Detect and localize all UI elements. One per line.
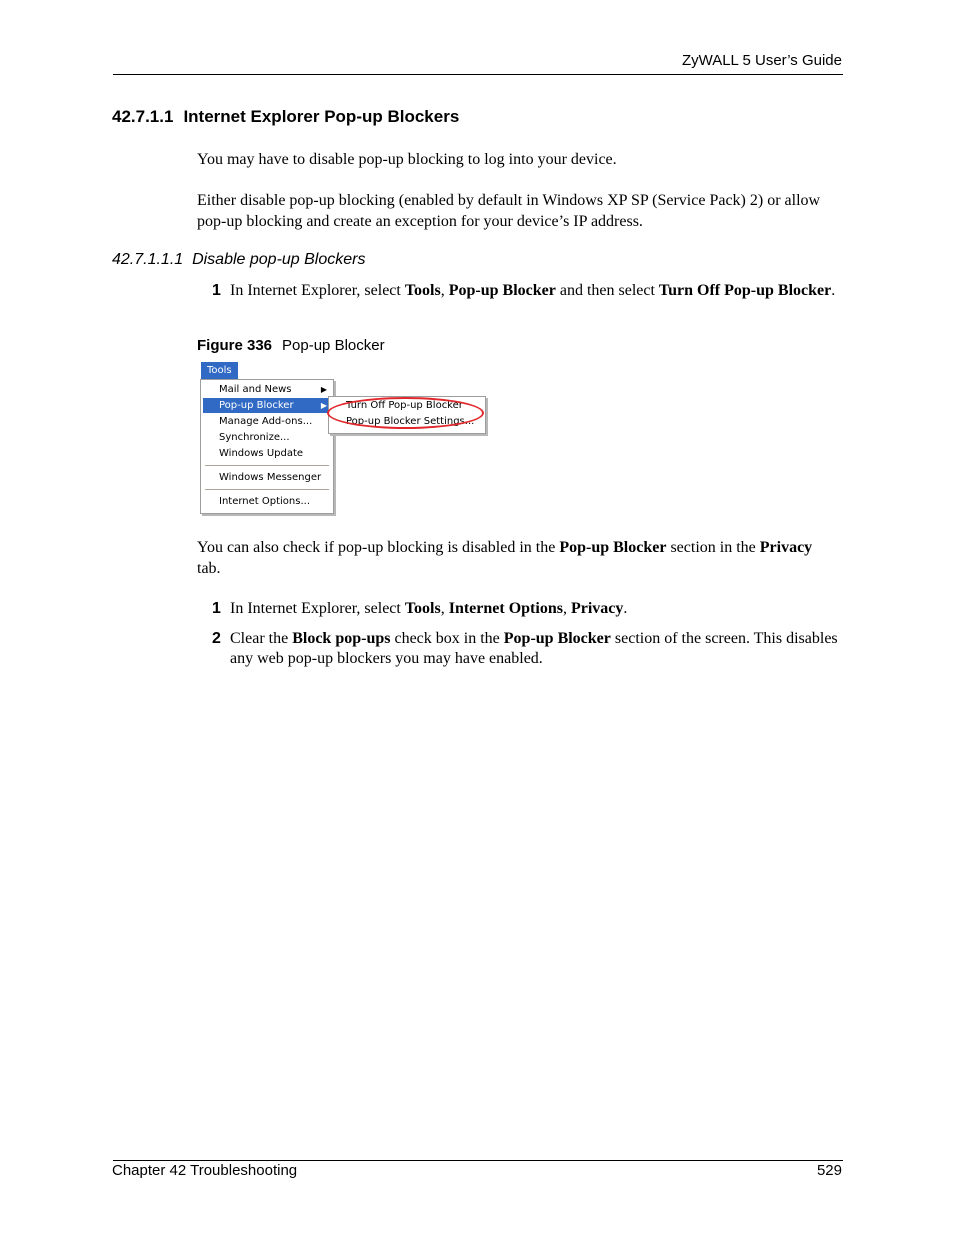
submenu-arrow-icon: ▶ — [320, 401, 327, 410]
highlight-ellipse — [327, 397, 484, 429]
footer-chapter: Chapter 42 Troubleshooting — [112, 1162, 298, 1179]
submenu-item-turn-off-popup-blocker[interactable]: Turn Off Pop-up Blocker — [346, 400, 463, 411]
intro-paragraph-1: You may have to disable pop-up blocking to log into your device. — [197, 151, 617, 168]
figure-caption — [197, 337, 385, 354]
menu-separator — [205, 489, 329, 490]
menu-item-synchronize[interactable]: Synchronize... — [219, 432, 290, 443]
tools-dropdown-menu — [200, 379, 334, 514]
menu-item-manage-addons[interactable]: Manage Add-ons... — [219, 416, 313, 427]
step-number: 1 — [212, 282, 221, 299]
submenu-arrow-icon: ▶ — [320, 385, 327, 394]
step-text: In Internet Explorer, select Tools, Internet Options, Privacy. — [230, 600, 628, 617]
section-number: 42.7.1.1 — [112, 107, 174, 126]
figure-label: Figure 336 — [197, 337, 273, 354]
step-number: 1 — [212, 600, 221, 617]
menu-item-windows-messenger[interactable]: Windows Messenger — [219, 472, 322, 483]
tools-menu-tab[interactable]: Tools — [201, 362, 238, 379]
footer-page-number: 529 — [816, 1162, 842, 1179]
subsection-heading — [112, 251, 365, 269]
menu-separator — [205, 465, 329, 466]
menu-item-mail-and-news[interactable]: Mail and News ▶ — [219, 384, 327, 395]
step-text: Clear the Block pop-ups check box in the Pop-up Blocker section of the screen. This disables any web pop-up blockers you may have enabled. — [230, 630, 838, 667]
figure-title: Pop-up Blocker — [282, 337, 385, 354]
guide-title: ZyWALL 5 User’s Guide — [681, 52, 842, 69]
footer-rule — [113, 1160, 843, 1161]
submenu-item-popup-blocker-settings[interactable]: Pop-up Blocker Settings... — [346, 416, 475, 427]
step-turn-off-blocker — [212, 281, 842, 301]
step-clear-block-popups — [212, 629, 842, 669]
header-rule — [113, 74, 843, 75]
menu-item-popup-blocker[interactable]: Pop-up Blocker ▶ — [203, 398, 331, 413]
section-heading — [112, 107, 459, 127]
menu-item-windows-update[interactable]: Windows Update — [219, 448, 304, 459]
section-title: Internet Explorer Pop-up Blockers — [183, 107, 460, 126]
subsection-number: 42.7.1.1.1 — [112, 251, 184, 268]
subsection-title: Disable pop-up Blockers — [192, 251, 366, 268]
step-text: In Internet Explorer, select Tools, Pop-up Blocker and then select Turn Off Pop-up Blocker. — [230, 282, 836, 299]
menu-item-internet-options[interactable]: Internet Options... — [219, 496, 311, 507]
step-number: 2 — [212, 630, 221, 647]
intro-paragraph-2: Either disable pop-up blocking (enabled by default in Windows XP SP (Service Pack) 2) or allow pop-up blocking and create an exception for your device’s IP address. — [197, 192, 821, 230]
step-open-privacy-tab — [212, 599, 842, 619]
privacy-paragraph: You can also check if pop-up blocking is disabled in the Pop-up Blocker section in the Privacy tab. — [197, 539, 813, 577]
